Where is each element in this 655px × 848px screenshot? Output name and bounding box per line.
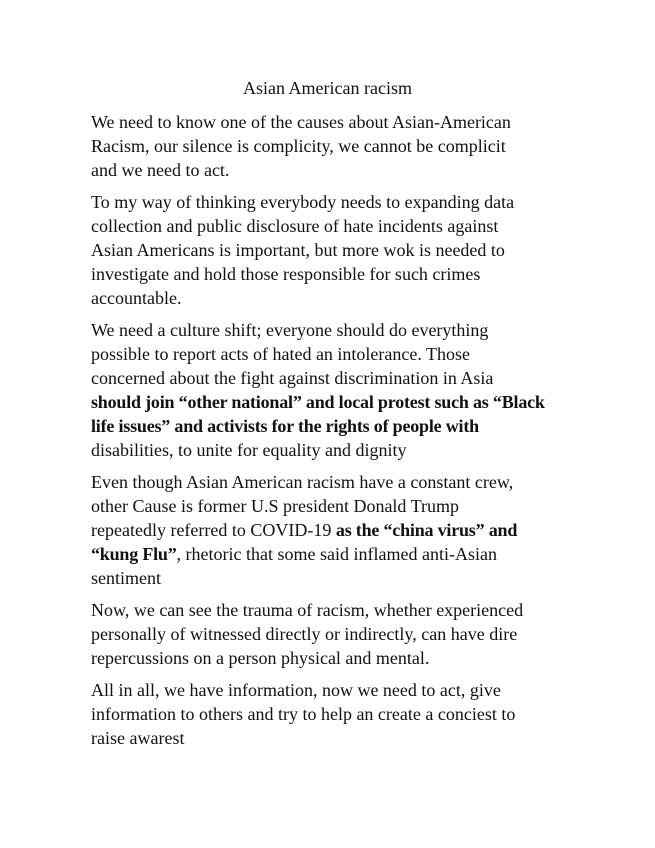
paragraph-line-segment: , rhetoric that some said inflamed anti-Asian xyxy=(176,544,497,564)
paragraph-line: raise awarest xyxy=(91,728,185,748)
paragraph-line: repercussions on a person physical and mental. xyxy=(91,648,430,668)
paragraph-line: Even though Asian American racism have a constant crew, xyxy=(91,472,514,492)
paragraph-line: other Cause is former U.S president Donald Trump xyxy=(91,496,459,516)
paragraph-line xyxy=(91,518,571,542)
paragraph-line: To my way of thinking everybody needs to expanding data xyxy=(91,192,515,212)
paragraph-2 xyxy=(91,190,571,310)
paragraph-line: disabilities, to unite for equality and dignity xyxy=(91,440,407,460)
paragraph-5 xyxy=(91,598,571,670)
paragraph-6 xyxy=(91,678,571,750)
paragraph-line: information to others and try to help an create a conciest to xyxy=(91,704,516,724)
paragraph-3 xyxy=(91,318,571,462)
paragraph-line: Asian Americans is important, but more wok is needed to xyxy=(91,240,505,260)
paragraph-line-segment-bold: as the “china virus” and xyxy=(335,520,518,540)
paragraph-line: We need to know one of the causes about Asian-American xyxy=(91,112,511,132)
paragraph-line: All in all, we have information, now we need to act, give xyxy=(91,680,501,700)
paragraph-line: collection and public disclosure of hate incidents against xyxy=(91,216,499,236)
paragraph-line: sentiment xyxy=(91,568,161,588)
paragraph-line: possible to report acts of hated an intolerance. Those xyxy=(91,344,471,364)
paragraph-1 xyxy=(91,110,571,182)
paragraph-line: and we need to act. xyxy=(91,160,230,180)
paragraph-line: personally of witnessed directly or indirectly, can have dire xyxy=(91,624,518,644)
paragraph-line: investigate and hold those responsible for such crimes xyxy=(91,264,481,284)
paragraph-line-segment-bold: “kung Flu” xyxy=(91,544,177,564)
paragraph-line: Now, we can see the trauma of racism, whether experienced xyxy=(91,600,524,620)
paragraph-line: accountable. xyxy=(91,288,182,308)
paragraph-line xyxy=(91,542,571,566)
paragraph-line: concerned about the fight against discrimination in Asia xyxy=(91,368,494,388)
paragraph-4 xyxy=(91,470,571,590)
document-title: Asian American racism xyxy=(243,78,412,98)
paragraph-line-segment: repeatedly referred to COVID-19 xyxy=(91,520,336,540)
paragraph-line-bold: should join “other national” and local protest such as “Black xyxy=(91,392,545,412)
paragraph-line: Racism, our silence is complicity, we cannot be complicit xyxy=(91,136,506,156)
paragraph-line-bold: life issues” and activists for the rights of people with xyxy=(91,416,479,436)
paragraph-line: We need a culture shift; everyone should do everything xyxy=(91,320,489,340)
